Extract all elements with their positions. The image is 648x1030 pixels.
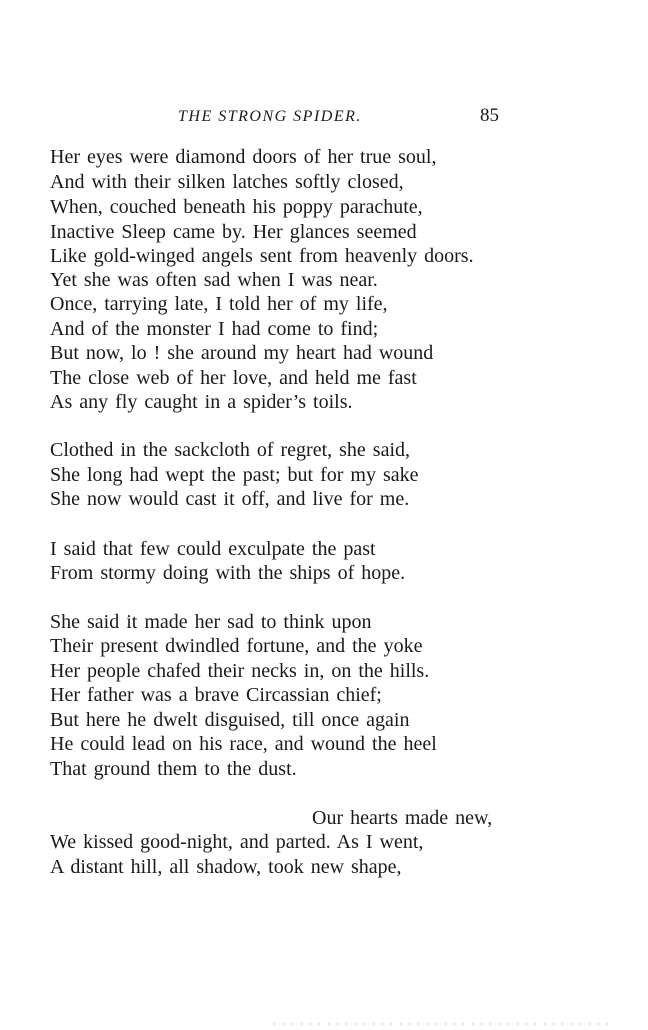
poem-line: Her eyes were diamond doors of her true soul, — [50, 146, 437, 168]
poem-line: He could lead on his race, and wound the heel — [50, 733, 437, 755]
poem-line: She long had wept the past; but for my sake — [50, 464, 419, 486]
poem-line: But now, lo ! she around my heart had wound — [50, 342, 434, 364]
poem-line: When, couched beneath his poppy parachute, — [50, 196, 423, 218]
page-number: 85 — [480, 105, 499, 126]
poem-line: She now would cast it off, and live for me. — [50, 488, 410, 510]
poem-line: Her people chafed their necks in, on the hills. — [50, 660, 430, 682]
scan-speckle-decoration — [270, 1022, 610, 1026]
poem-line: Her father was a brave Circassian chief; — [50, 684, 382, 706]
poem-line: And with their silken latches softly closed, — [50, 171, 404, 193]
poem-line: Their present dwindled fortune, and the yoke — [50, 635, 423, 657]
poem-line: A distant hill, all shadow, took new shape, — [50, 856, 402, 878]
poem-line: I said that few could exculpate the past — [50, 538, 376, 560]
poem-line: Once, tarrying late, I told her of my life, — [50, 293, 388, 315]
poem-line: As any fly caught in a spider’s toils. — [50, 391, 353, 413]
poem-line: But here he dwelt disguised, till once again — [50, 709, 410, 731]
poem-line: And of the monster I had come to find; — [50, 318, 379, 340]
poem-line: Inactive Sleep came by. Her glances seemed — [50, 221, 417, 243]
poem-line: Like gold-winged angels sent from heavenly doors. — [50, 245, 474, 267]
poem-line: She said it made her sad to think upon — [50, 611, 372, 633]
poem-line: Clothed in the sackcloth of regret, she said, — [50, 439, 411, 461]
poem-line-indented: Our hearts made new, — [312, 807, 493, 829]
running-title: THE STRONG SPIDER. — [178, 108, 362, 125]
poem-line: From stormy doing with the ships of hope. — [50, 562, 406, 584]
poem-line: Yet she was often sad when I was near. — [50, 269, 378, 291]
poem-line: The close web of her love, and held me fast — [50, 367, 417, 389]
poem-line: That ground them to the dust. — [50, 758, 297, 780]
poem-line: We kissed good-night, and parted. As I went, — [50, 831, 424, 853]
